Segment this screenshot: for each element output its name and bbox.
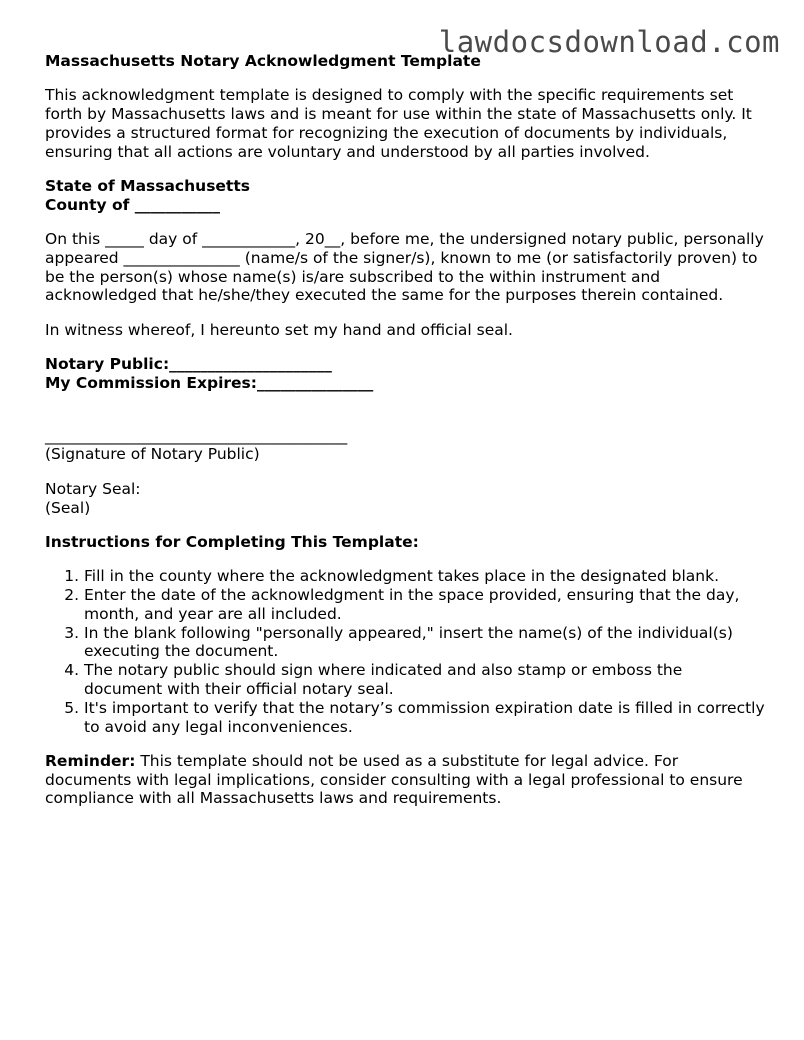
signature-block bbox=[45, 427, 765, 465]
watermark-text: lawdocsdownload.com bbox=[438, 25, 780, 59]
notary-public-line: Notary Public:_____________________ bbox=[45, 355, 332, 374]
signature-caption: (Signature of Notary Public) bbox=[45, 445, 260, 464]
commission-expires-line: My Commission Expires:_______________ bbox=[45, 373, 374, 392]
list-item: 1. Fill in the county where the acknowledgment takes place in the designated blank. bbox=[84, 567, 765, 586]
seal-placeholder: (Seal) bbox=[45, 498, 91, 517]
instructions-heading: Instructions for Completing This Template: bbox=[45, 532, 419, 551]
seal-block bbox=[45, 480, 765, 518]
reminder-paragraph bbox=[45, 752, 765, 808]
list-item: 5. It's important to verify that the notary’s commission expiration date is filled in correctly to avoid any legal inconveniences. bbox=[84, 699, 765, 737]
signature-line: _______________________________________ bbox=[45, 426, 348, 445]
notary-info-block bbox=[45, 355, 765, 393]
document-page bbox=[45, 52, 765, 808]
instructions-list bbox=[45, 567, 765, 736]
venue-block bbox=[45, 177, 765, 215]
venue-county: County of ___________ bbox=[45, 195, 221, 214]
seal-label: Notary Seal: bbox=[45, 479, 141, 498]
list-item: 2. Enter the date of the acknowledgment in the space provided, ensuring that the day, month, and year are all included. bbox=[84, 586, 765, 624]
list-item: 4. The notary public should sign where indicated and also stamp or emboss the document with their official notary seal. bbox=[84, 661, 765, 699]
reminder-text: This template should not be used as a substitute for legal advice. For documents with legal implications, consider consulting with a legal professional to ensure compliance with all Massachusetts laws and requirements. bbox=[45, 751, 743, 808]
reminder-label: Reminder: bbox=[45, 751, 136, 770]
list-item: 3. In the blank following "personally appeared," insert the name(s) of the individual(s) executing the document. bbox=[84, 624, 765, 662]
acknowledgment-paragraph: On this _____ day of ____________, 20__, before me, the undersigned notary public, personally appeared _______________ (name/s of the signer/s), known to me (or satisfactorily proven) to be the person(s) whose name(s) is/are subscribed to the within instrument and acknowledged that he/she/they executed the same for the purposes therein contained. bbox=[45, 230, 764, 305]
document-title: Massachusetts Notary Acknowledgment Template bbox=[45, 52, 481, 70]
intro-paragraph: This acknowledgment template is designed to comply with the specific requirements set forth by Massachusetts laws and is meant for use within the state of Massachusetts only. It provides a structured format for recognizing the execution of documents by individuals, ensuring that all actions are voluntary and understood by all parties involved. bbox=[45, 86, 752, 161]
venue-state: State of Massachusetts bbox=[45, 176, 250, 195]
witness-statement: In witness whereof, I hereunto set my hand and official seal. bbox=[45, 320, 513, 339]
